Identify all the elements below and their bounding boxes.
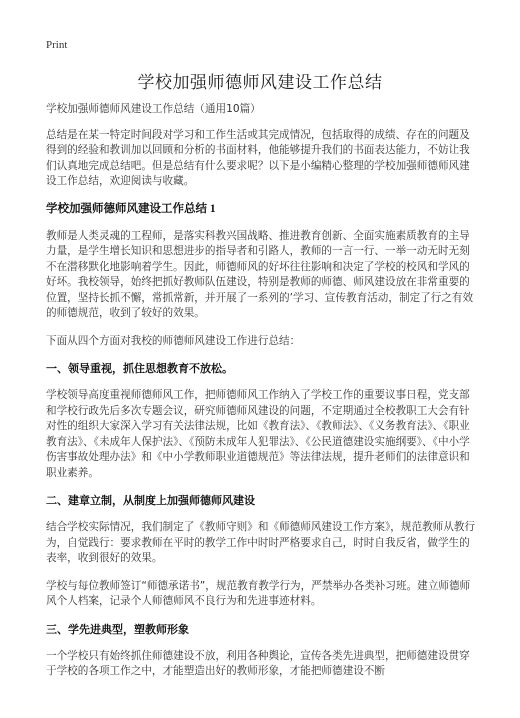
- body-paragraph-1: 教师是人类灵魂的工程师，是落实科教兴国战略、推进教育创新、全面实施素质教育的主导力量，是学生增长知识和思想进步的指导者和引路人，教师的一言一行、一举一动无时无刻不在潜移默化地影响着学生。因此，师德师风的好坏往往影响和决定了学校的校风和学风的好坏。我校领导，始终把抓好教师队伍建设，特别是教师的师德、师风建设放在非常重要的位置，坚持长抓不懈，常抓常新，并开展了一系列的’学习、宣传教育活动，制定了行之有效的师德规范，收到了较好的效果。: [46, 229, 474, 319]
- subheading-2: 二、建章立制，从制度上加强师德师风建设: [46, 494, 255, 507]
- document-body: [46, 102, 478, 692]
- subheading-3: 三、学先进典型，塑教师形象: [46, 622, 189, 636]
- print-link[interactable]: Print: [46, 39, 68, 51]
- body-paragraph-3: 学校领导高度重视师德师风工作，把师德师风工作纳入了学校工作的重要议事日程，党支部和学校行政先后多次专题会议，研究师德师风建设的问题，不定期通过全校教职工大会有针对性的组织大家深入学习有关法律法规，比如《教育法》、《教师法》、《义务教育法》、《职业教育法》、《未成年人保护法》、《预防未成年人犯罪法》、《公民道德建设实施纲要》、《中小学伤害事故处理办法》和《中小学教师职业道德规范》等法律法规，提升老师们的法律意识和职业素养。: [46, 389, 470, 479]
- body-paragraph-6: 一个学校只有始终抓住师德建设不放，利用各种舆论，宣传各类先进典型，把师德建设贯穿于学校的各项工作之中，才能塑造出好的教师形象，才能把师德建设不断: [46, 649, 470, 677]
- body-paragraph-5: 学校与每位教师签订“师德承诺书”，规范教育教学行为，严禁举办各类补习班。建立师德师风个人档案，记录个人师德师风不良行为和先进事迹材料。: [46, 579, 471, 607]
- subheading-1: 一、领导重视，抓住思想教育不放松。: [46, 362, 233, 375]
- section-heading-1: 学校加强师德师风建设工作总结 1: [46, 202, 216, 215]
- page-title: 学校加强师德师风建设工作总结: [137, 73, 383, 93]
- body-paragraph-2: 下面从四个方面对我校的师德师风建设工作进行总结：: [46, 334, 301, 347]
- body-paragraph-4: 结合学校实际情况，我们制定了《教师守则》和《师德师风建设工作方案》，规范教师从教行为，自觉践行：要求教师在平时的教学工作中时时严格要求自己，时时自我反省，做学生的表率，收到很好的效果。: [46, 521, 476, 564]
- intro-paragraph: 总结是在某一特定时间段对学习和工作生活或其完成情况，包括取得的成绩、存在的问题及得到的经验和教训加以回顾和分析的书面材料，他能够提升我们的书面表达能力，不妨让我们认真地完成总结吧。但是总结有什么要求呢？以下是小编精心整理的学校加强师德师风建设工作总结，欢迎阅读与收藏。: [46, 128, 470, 187]
- document-subtitle: 学校加强师德师风建设工作总结（通用10篇）: [46, 103, 261, 115]
